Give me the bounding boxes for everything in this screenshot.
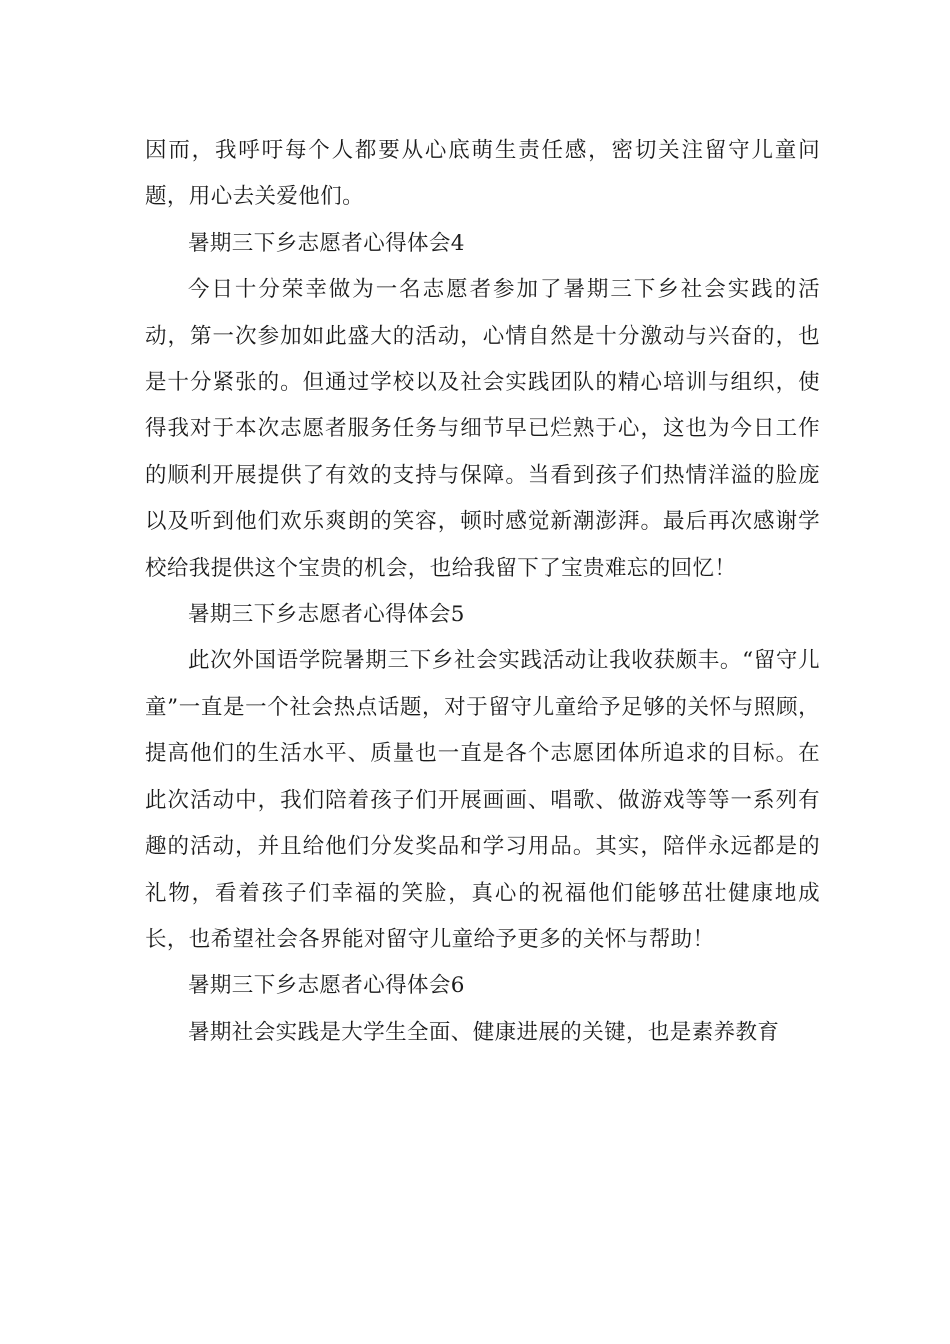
section-heading-6: 暑期三下乡志愿者心得体会6 bbox=[188, 973, 465, 999]
paragraph-section-6: 暑期社会实践是大学生全面、健康进展的关键，也是素养教育 bbox=[188, 1019, 780, 1045]
section-heading-5: 暑期三下乡志愿者心得体会5 bbox=[188, 602, 465, 628]
paragraph-continuation: 因而，我呼吁每个人都要从心底萌生责任感，密切关注留守儿童问题，用心去关爱他们。 bbox=[145, 138, 820, 210]
document-body bbox=[145, 128, 820, 1056]
section-heading-4: 暑期三下乡志愿者心得体会4 bbox=[188, 230, 465, 256]
paragraph-section-5: 此次外国语学院暑期三下乡社会实践活动让我收获颇丰。“留守儿童”一直是一个社会热点话题，对于留守儿童给予足够的关怀与照顾，提高他们的生活水平、质量也一直是各个志愿团体所追求的目标。在此次活动中，我们陪着孩子们开展画画、唱歌、做游戏等等一系列有趣的活动，并且给他们分发奖品和学习用品。其实，陪伴永远都是的礼物，看着孩子们幸福的笑脸，真心的祝福他们能够茁壮健康地成长，也希望社会各界能对留守儿童给予更多的关怀与帮助！ bbox=[145, 648, 820, 952]
paragraph-section-4: 今日十分荣幸做为一名志愿者参加了暑期三下乡社会实践的活动，第一次参加如此盛大的活动，心情自然是十分激动与兴奋的，也是十分紧张的。但通过学校以及社会实践团队的精心培训与组织，使得我对于本次志愿者服务任务与细节早已烂熟于心，这也为今日工作的顺利开展提供了有效的支持与保障。当看到孩子们热情洋溢的脸庞以及听到他们欢乐爽朗的笑容，顿时感觉新潮澎湃。最后再次感谢学校给我提供这个宝贵的机会，也给我留下了宝贵难忘的回忆！ bbox=[145, 277, 820, 581]
